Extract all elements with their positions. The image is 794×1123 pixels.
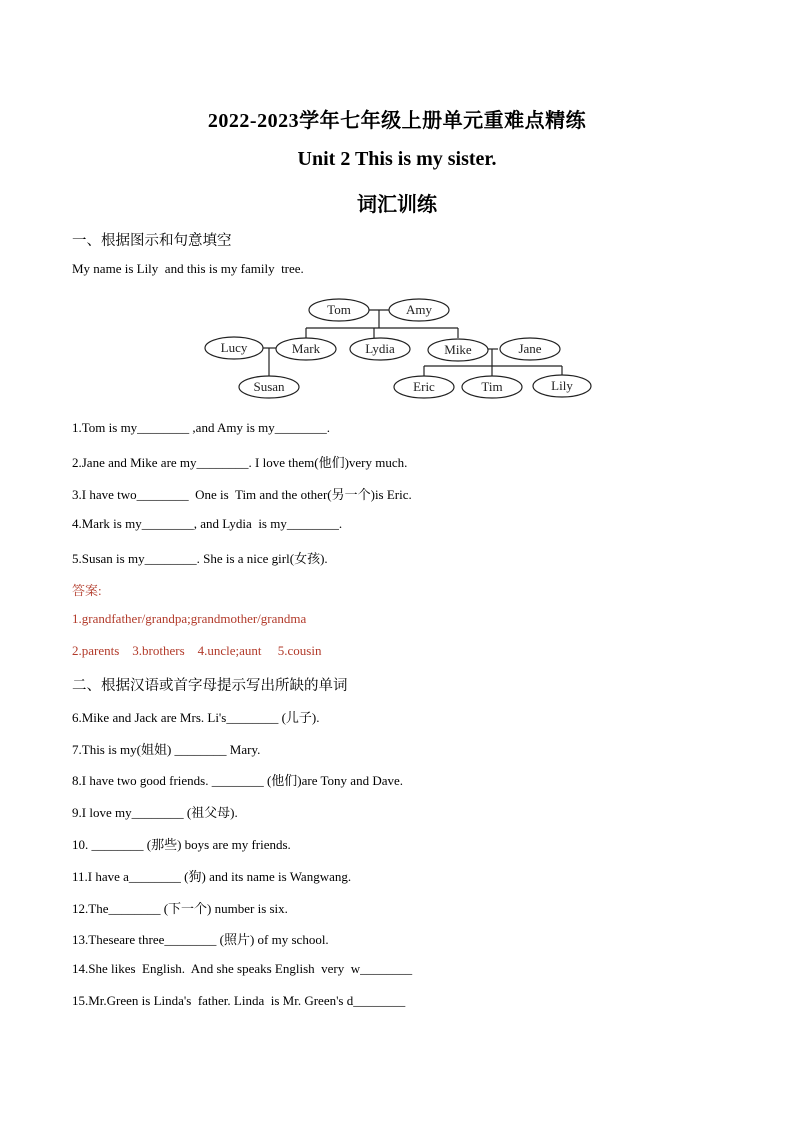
tree-label-amy: Amy bbox=[406, 302, 432, 317]
question-3: 3.I have two________ One is Tim and the other(另一个)is Eric. bbox=[72, 487, 412, 502]
unit-title: Unit 2 This is my sister. bbox=[297, 148, 497, 170]
section1-heading: 一、根据图示和句意填空 bbox=[72, 233, 232, 249]
question-8: 8.I have two good friends. ________ (他们)are Tony and Dave. bbox=[72, 773, 403, 788]
tree-label-jane: Jane bbox=[518, 341, 542, 356]
answer-label: 答案: bbox=[72, 583, 102, 598]
question-9: 9.I love my________ (祖父母). bbox=[72, 805, 238, 820]
question-13: 13.Theseare three________ (照片) of my school. bbox=[72, 932, 329, 947]
question-5: 5.Susan is my________. She is a nice girl(女孩). bbox=[72, 551, 328, 566]
question-2: 2.Jane and Mike are my________. I love them(他们)very much. bbox=[72, 455, 408, 470]
question-14: 14.She likes English. And she speaks English very w________ bbox=[72, 961, 413, 976]
question-6: 6.Mike and Jack are Mrs. Li's________ (儿子). bbox=[72, 710, 320, 725]
section1-intro: My name is Lily and this is my family tree. bbox=[72, 261, 304, 276]
tree-label-lydia: Lydia bbox=[365, 341, 395, 356]
tree-label-tim: Tim bbox=[481, 379, 503, 394]
question-11: 11.I have a________ (狗) and its name is Wangwang. bbox=[72, 869, 352, 884]
section-subtitle: 词汇训练 bbox=[357, 194, 437, 216]
question-7: 7.This is my(姐姐) ________ Mary. bbox=[72, 742, 261, 757]
tree-label-susan: Susan bbox=[253, 379, 285, 394]
family-tree-diagram bbox=[196, 292, 596, 402]
tree-label-mike: Mike bbox=[444, 342, 472, 357]
question-10: 10. ________ (那些) boys are my friends. bbox=[72, 837, 291, 852]
question-1: 1.Tom is my________ ,and Amy is my________. bbox=[72, 420, 331, 435]
question-15: 15.Mr.Green is Linda's father. Linda is Mr. Green's d________ bbox=[72, 993, 406, 1008]
question-4: 4.Mark is my________, and Lydia is my________. bbox=[72, 516, 343, 531]
tree-label-tom: Tom bbox=[327, 302, 351, 317]
question-12: 12.The________ (下一个) number is six. bbox=[72, 901, 288, 916]
page-title: 2022-2023学年七年级上册单元重难点精练 bbox=[207, 110, 587, 132]
answer-line-1: 1.grandfather/grandpa;grandmother/grandma bbox=[72, 611, 307, 626]
tree-label-lily: Lily bbox=[551, 378, 573, 393]
answer-line-2: 2.parents 3.brothers 4.uncle;aunt 5.cousin bbox=[72, 643, 322, 658]
tree-label-lucy: Lucy bbox=[220, 340, 248, 355]
section2-heading: 二、根据汉语或首字母提示写出所缺的单词 bbox=[72, 678, 348, 694]
tree-label-mark: Mark bbox=[291, 341, 321, 356]
tree-label-eric: Eric bbox=[413, 379, 435, 394]
